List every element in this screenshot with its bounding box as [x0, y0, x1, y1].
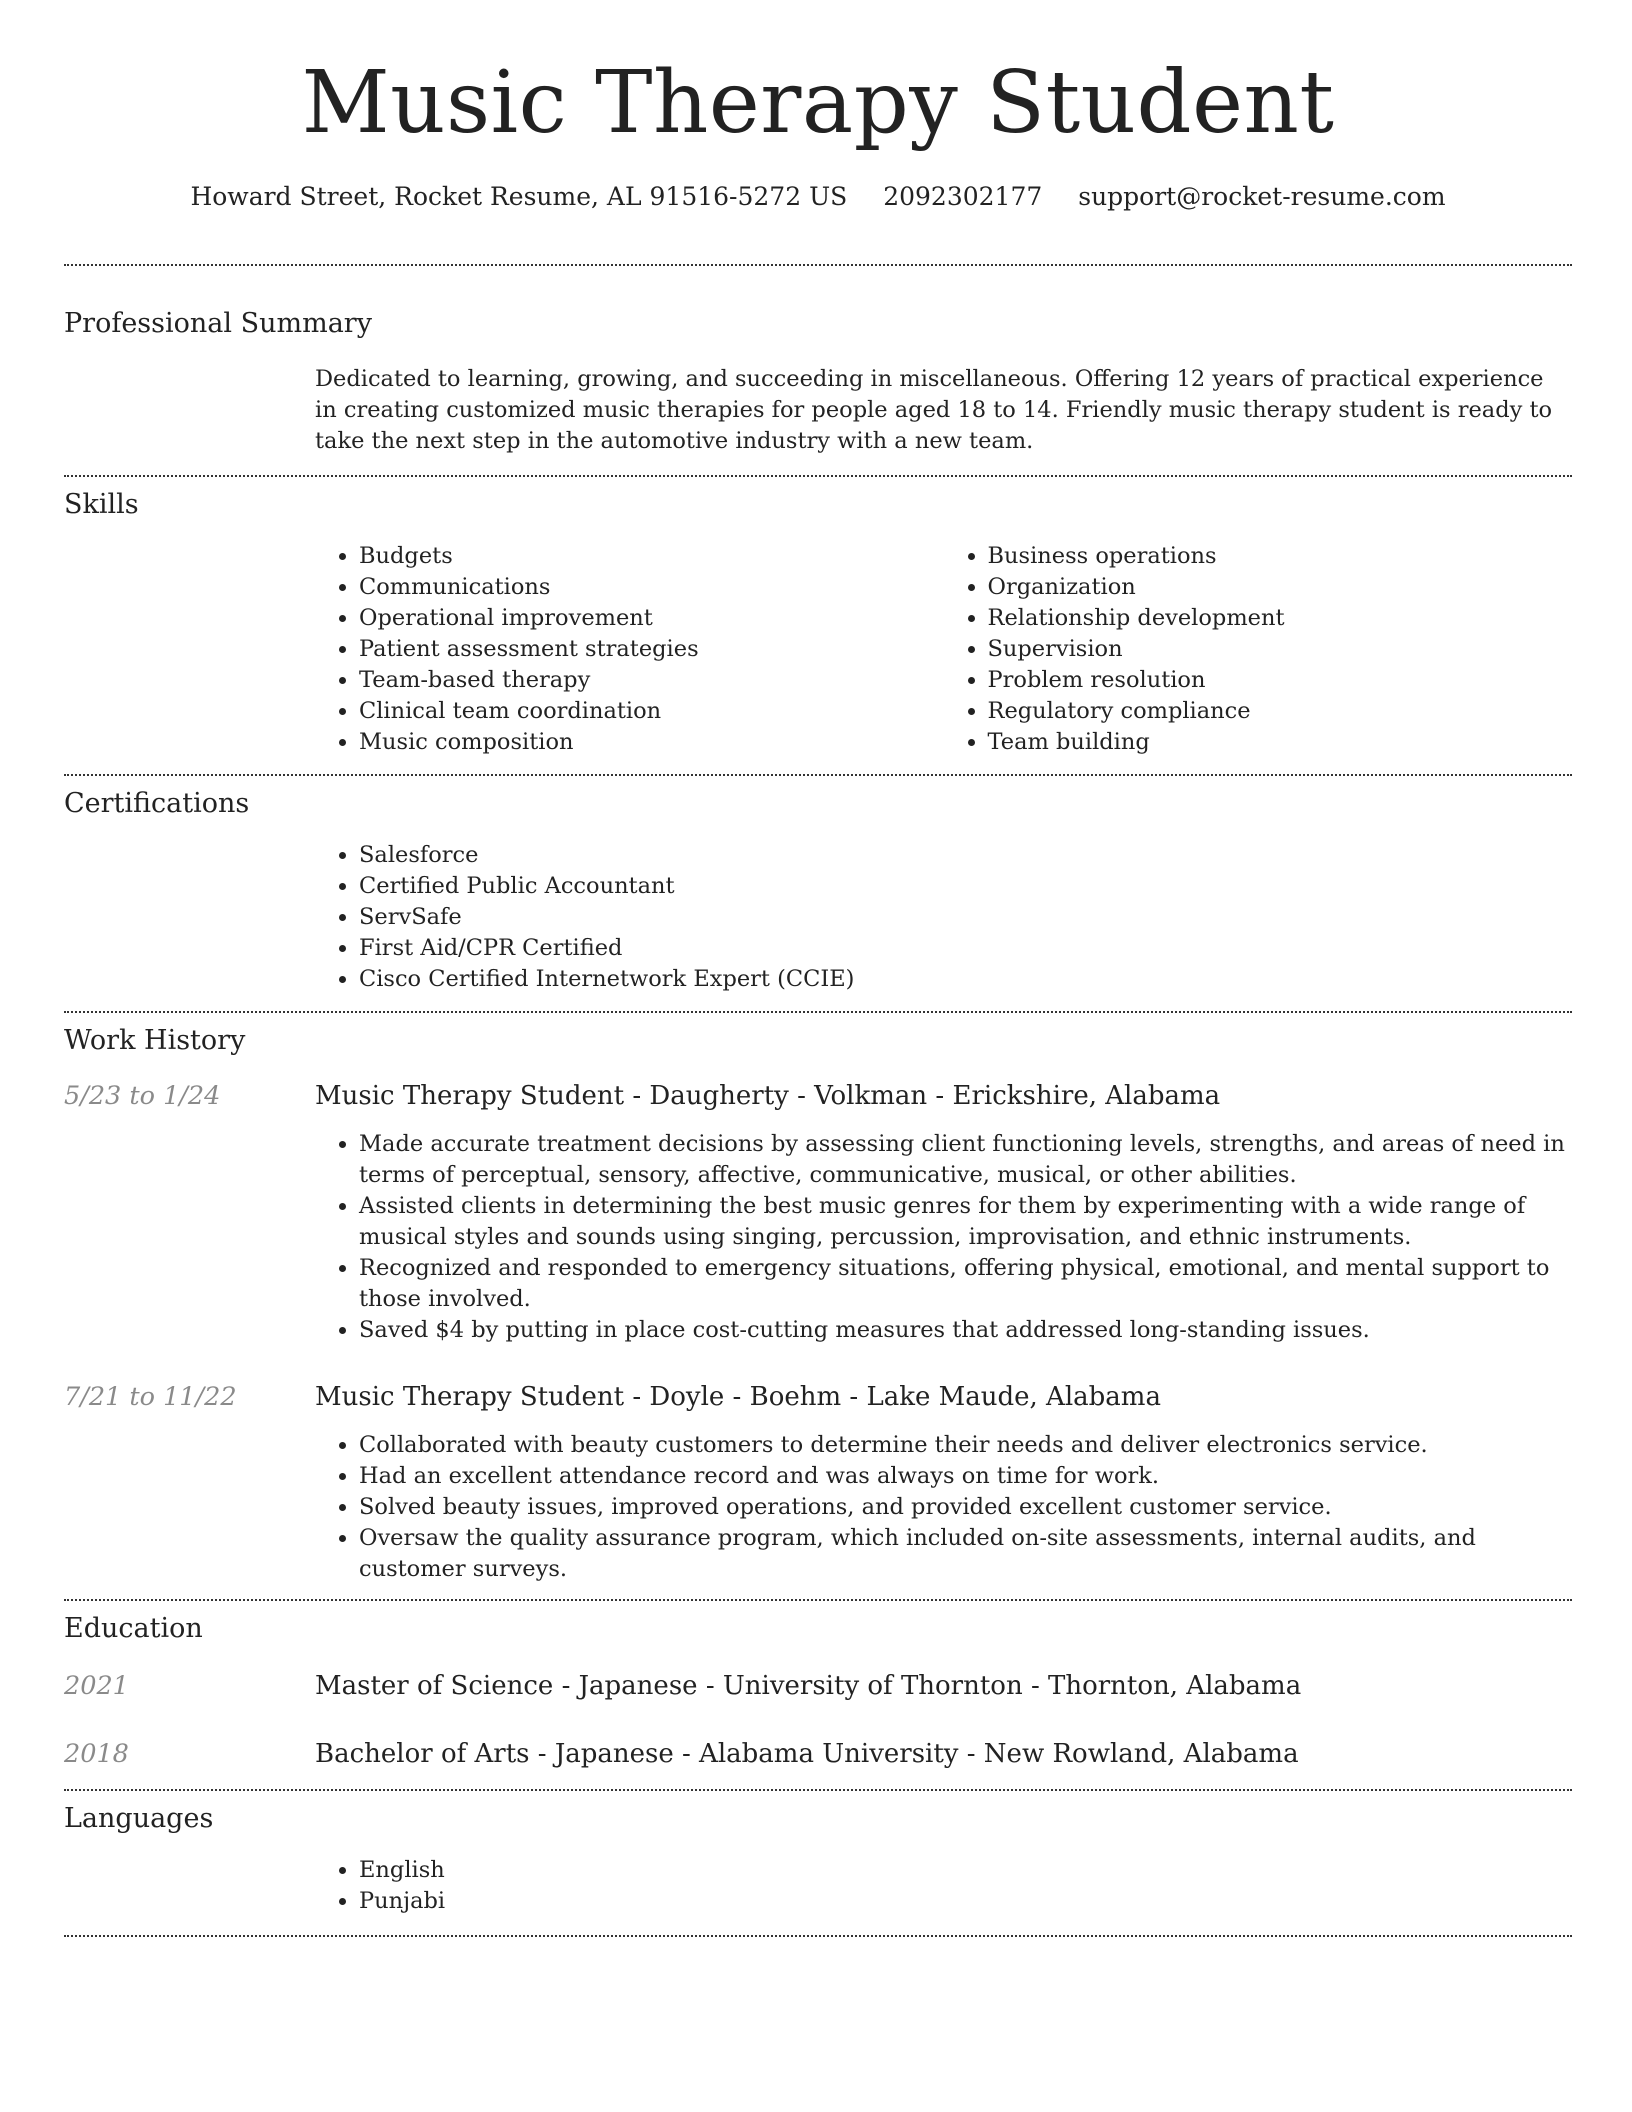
list-item: • Recognized and responded to emergency situations, offering physical, emotional, and mental support to those involved. [359, 1253, 1572, 1315]
summary-text: Dedicated to learning, growing, and succeeding in miscellaneous. Offering 12 years of practical experience in creating customized music therapies for people aged 18 to 14. Friendly music therapy student is ready to take the next step in the automotive industry with a new team. [315, 366, 1553, 454]
list-item: • Cisco Certified Internetwork Expert (CCIE) [359, 964, 1572, 995]
list-item: • Assisted clients in determining the best music genres for them by experimenting with a wide range of musical styles and sounds using singing, percussion, improvisation, and ethnic instruments. [359, 1191, 1572, 1253]
job-header [64, 1079, 1572, 1113]
address: Howard Street, Rocket Resume, AL 91516-5272 US [190, 182, 848, 211]
skills-left-column [315, 541, 944, 758]
job-entry [64, 1079, 1572, 1346]
job-entry [64, 1380, 1572, 1599]
list-item: • Collaborated with beauty customers to determine their needs and deliver electronics service. [359, 1430, 1572, 1461]
education-entry [64, 1737, 1572, 1789]
skills-section [64, 477, 1572, 774]
job-heading: Music Therapy Student - Daugherty - Volkman - Erickshire, Alabama [315, 1081, 1221, 1111]
job-bullet-list [315, 1129, 1572, 1346]
list-item: • ServSafe [359, 902, 1572, 933]
work-history-section [64, 1013, 1572, 1599]
list-item: • Punjabi [359, 1886, 1572, 1917]
section-title-skills: Skills [64, 489, 139, 520]
resume-page [64, 0, 1572, 1937]
divider [64, 1935, 1572, 1937]
list-item: • Saved $4 by putting in place cost-cutting measures that addressed long-standing issues. [359, 1315, 1572, 1346]
job-header [64, 1380, 1572, 1414]
section-title-certifications: Certifications [64, 788, 250, 819]
list-item: • Relationship development [988, 603, 1573, 634]
list-item: • English [359, 1855, 1572, 1886]
list-item: • Patient assessment strategies [359, 634, 944, 665]
email: support@rocket-resume.com [1078, 182, 1446, 211]
list-item: • Team-based therapy [359, 665, 944, 696]
list-item: • Certified Public Accountant [359, 871, 1572, 902]
education-section [64, 1601, 1572, 1789]
list-item: • Organization [988, 572, 1573, 603]
skills-right-column [944, 541, 1573, 758]
section-title-summary: Professional Summary [64, 308, 372, 339]
list-item: • Operational improvement [359, 603, 944, 634]
list-item: • Made accurate treatment decisions by assessing client functioning levels, strengths, and areas of need in terms of perceptual, sensory, affective, communicative, musical, or other abilities. [359, 1129, 1572, 1191]
list-item: • Communications [359, 572, 944, 603]
candidate-name: Music Therapy Student [301, 53, 1335, 153]
list-item: • First Aid/CPR Certified [359, 933, 1572, 964]
languages-list [315, 1855, 1572, 1935]
certifications-list [315, 840, 1572, 1011]
summary-section [64, 266, 1572, 475]
job-dates: 7/21 to 11/22 [64, 1382, 237, 1412]
skills-list [315, 541, 1572, 774]
list-item: • Supervision [988, 634, 1573, 665]
list-item: • Regulatory compliance [988, 696, 1573, 727]
list-item: • Music composition [359, 727, 944, 758]
education-degree: Master of Science - Japanese - University of Thornton - Thornton, Alabama [315, 1671, 1302, 1701]
list-item: • Team building [988, 727, 1573, 758]
job-bullets [315, 1129, 1572, 1346]
job-bullets [315, 1430, 1572, 1599]
education-entry [64, 1669, 1572, 1703]
list-item: • Oversaw the quality assurance program, which included on-site assessments, internal audits, and customer surveys. [359, 1523, 1572, 1585]
languages-bullets [315, 1855, 1572, 1917]
education-year: 2018 [64, 1739, 129, 1769]
certifications-section [64, 776, 1572, 1011]
section-title-work-history: Work History [64, 1025, 246, 1056]
job-heading: Music Therapy Student - Doyle - Boehm - Lake Maude, Alabama [315, 1382, 1161, 1412]
list-item: • Had an excellent attendance record and was always on time for work. [359, 1461, 1572, 1492]
languages-section [64, 1791, 1572, 1935]
list-item: • Clinical team coordination [359, 696, 944, 727]
list-item: • Budgets [359, 541, 944, 572]
phone: 2092302177 [883, 182, 1043, 211]
list-item: • Solved beauty issues, improved operations, and provided excellent customer service. [359, 1492, 1572, 1523]
list-item: • Business operations [988, 541, 1573, 572]
education-year: 2021 [64, 1671, 129, 1701]
list-item: • Salesforce [359, 840, 1572, 871]
certifications-bullets [315, 840, 1572, 995]
job-dates: 5/23 to 1/24 [64, 1081, 221, 1111]
section-title-languages: Languages [64, 1803, 214, 1834]
section-title-education: Education [64, 1613, 203, 1644]
list-item: • Problem resolution [988, 665, 1573, 696]
contact-line [64, 180, 1572, 214]
education-degree: Bachelor of Arts - Japanese - Alabama University - New Rowland, Alabama [315, 1739, 1299, 1769]
job-bullet-list [315, 1430, 1572, 1585]
